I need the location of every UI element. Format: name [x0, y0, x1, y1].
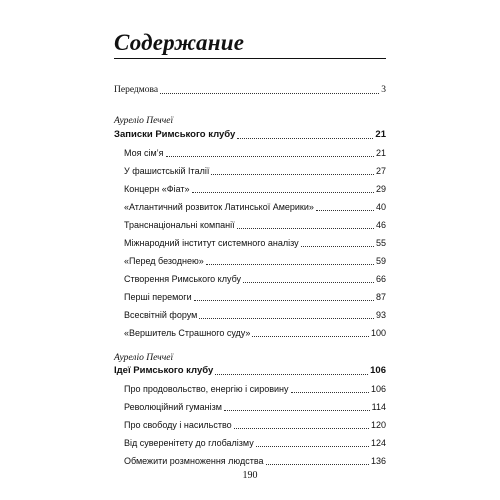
toc-entry-page: 100: [370, 328, 386, 338]
toc-entry: [124, 182, 386, 196]
toc-entry-page: 106: [370, 365, 386, 376]
dot-leader: [192, 192, 374, 193]
toc-entry: [124, 146, 386, 160]
dot-leader: [166, 156, 374, 157]
toc-entry-label: Перші перемоги: [124, 292, 192, 302]
toc-entry-label: Ідеї Римського клубу: [114, 365, 214, 376]
dot-leader: [194, 300, 374, 301]
toc-entry-page: 46: [375, 220, 386, 230]
dot-leader: [252, 336, 369, 337]
dot-leader: [215, 374, 368, 375]
toc-entry-page: 136: [370, 456, 386, 466]
dot-leader: [206, 264, 374, 265]
toc-entry-page: 114: [371, 402, 386, 412]
toc-entry: [124, 290, 386, 304]
toc-entry-page: 106: [370, 384, 386, 394]
toc-entry-label: Передмова: [114, 85, 159, 95]
toc-entry: [124, 218, 386, 232]
dot-leader: [301, 246, 374, 247]
title-rule: [114, 58, 386, 59]
toc-entry-page: 120: [370, 420, 386, 430]
dot-leader: [199, 318, 374, 319]
toc-entry-label: Революційний гуманізм: [124, 402, 222, 412]
toc-entry: [124, 454, 386, 468]
toc-entry-page: 29: [375, 184, 386, 194]
dot-leader: [237, 228, 374, 229]
toc-entry: [124, 164, 386, 178]
dot-leader: [224, 410, 370, 411]
toc-entry-label: «Атлантичний розвиток Латинської Америки»: [124, 202, 314, 212]
dot-leader: [316, 210, 374, 211]
page-number-footer: 190: [242, 470, 258, 481]
toc-entry-label: Всесвітній форум: [124, 310, 198, 320]
toc-entry: [124, 254, 386, 268]
section-author: Ауреліо Печчеї: [114, 353, 174, 363]
toc-section-heading: [114, 128, 386, 142]
toc-entry: [124, 272, 386, 286]
toc-section-heading: [114, 364, 386, 378]
page-title: Содержание: [114, 30, 245, 55]
toc-entry-intro: [114, 83, 386, 97]
toc-entry: [124, 400, 386, 414]
dot-leader: [256, 446, 369, 447]
toc-entry-label: Про продовольство, енергію і сировину: [124, 384, 289, 394]
toc-entry-label: «Вершитель Страшного суду»: [124, 328, 251, 338]
toc-entry-label: Від суверенітету до глобалізму: [124, 438, 254, 448]
dot-leader: [211, 174, 374, 175]
toc-entry: [124, 382, 386, 396]
toc-entry-page: 3: [381, 85, 386, 95]
toc-entry-label: Міжнародний інститут системного аналізу: [124, 238, 299, 248]
toc-entry: [124, 418, 386, 432]
toc-entry: [124, 326, 386, 340]
dot-leader: [234, 428, 369, 429]
dot-leader: [266, 464, 369, 465]
toc-entry-page: 87: [375, 292, 386, 302]
dot-leader: [291, 392, 369, 393]
dot-leader: [237, 138, 373, 139]
toc-entry-label: Записки Римського клубу: [114, 129, 236, 140]
toc-entry-label: Моя сім’я: [124, 148, 164, 158]
toc-entry-label: Про свободу і насильство: [124, 420, 232, 430]
toc-entry-page: 27: [375, 166, 386, 176]
toc-entry: [124, 200, 386, 214]
toc-entry-page: 93: [375, 310, 386, 320]
toc-entry-page: 21: [375, 129, 386, 140]
toc-entry: [124, 436, 386, 450]
toc-entry-label: Створення Римського клубу: [124, 274, 242, 284]
dot-leader: [243, 282, 374, 283]
dot-leader: [160, 93, 379, 94]
toc-entry-page: 55: [375, 238, 386, 248]
toc-entry-label: У фашистській Італії: [124, 166, 210, 176]
toc-entry-label: «Перед безоднею»: [124, 256, 204, 266]
toc-entry-label: Концерн «Фіат»: [124, 184, 190, 194]
toc-entry-page: 21: [375, 148, 386, 158]
toc-entry-label: Обмежити розмноження людства: [124, 456, 264, 466]
toc-entry-page: 66: [375, 274, 386, 284]
toc-entry: [124, 308, 386, 322]
toc-entry: [124, 236, 386, 250]
toc-entry-page: 124: [370, 438, 386, 448]
section-author: Ауреліо Печчеї: [114, 116, 174, 126]
toc-entry-page: 40: [375, 202, 386, 212]
toc-entry-label: Транснаціональні компанії: [124, 220, 235, 230]
toc-entry-page: 59: [375, 256, 386, 266]
